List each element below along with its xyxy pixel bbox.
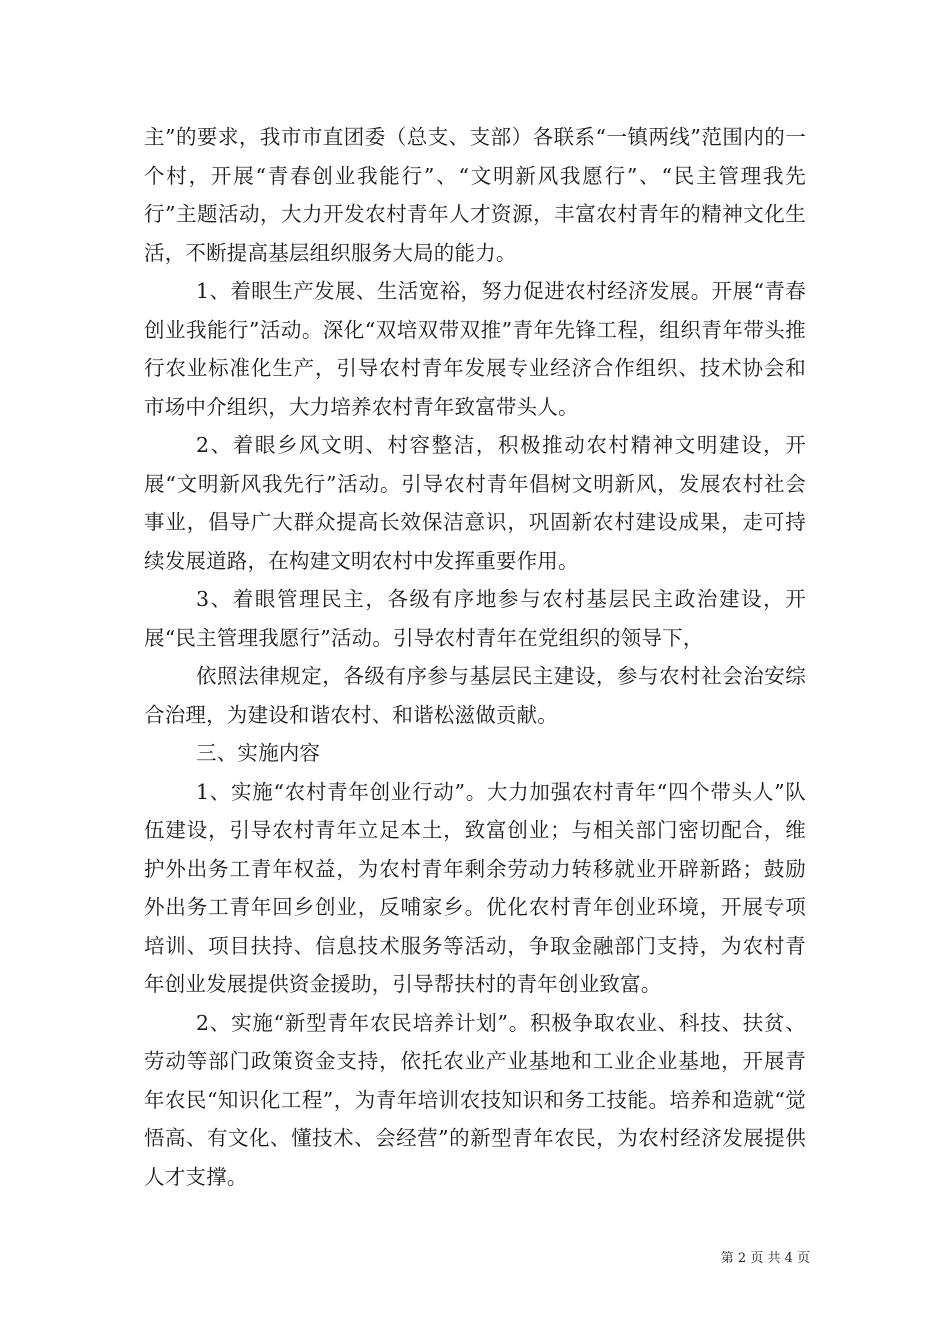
paragraph-item-1: 1、着眼生产发展、生活宽裕，努力促进农村经济发展。开展“青春创业我能行”活动。深化“双培双带双推”青年先锋工程，组织青年带头推行农业标准化生产，引导农村青年发展专业经济合作组织、技术协会和市场中介组织，大力培养农村青年致富带头人。	[144, 279, 806, 419]
page-number-footer: 第 2 页 共 4 页	[720, 1251, 810, 1266]
paragraph-implement-2: 2、实施“新型青年农民培养计划”。积极争取农业、科技、扶贫、劳动等部门政策资金支持，依托农业产业基地和工业企业基地，开展青年农民“知识化工程”，为青年培训农技知识和务工技能。培养和造就“觉悟高、有文化、懂技术、会经营”的新型青年农民，为农村经济发展提供人才支撑。	[144, 1010, 806, 1189]
paragraph-item-3: 3、着眼管理民主，各级有序地参与农村基层民主政治建设，开展“民主管理我愿行”活动。引导农村青年在党组织的领导下，	[144, 587, 806, 650]
document-body	[144, 118, 806, 1196]
paragraph-item-2: 2、着眼乡风文明、村容整洁，积极推动农村精神文明建设，开展“文明新风我先行”活动。引导农村青年倡树文明新风，发展农村社会事业，倡导广大群众提高长效保洁意识，巩固新农村建设成果，走可持续发展道路，在构建文明农村中发挥重要作用。	[144, 433, 806, 573]
paragraph-item-3-continued: 依照法律规定，各级有序参与基层民主建设，参与农村社会治安综合治理，为建设和谐农村、和谐松滋做贡献。	[144, 664, 806, 727]
paragraph-continuation: 主”的要求，我市市直团委（总支、支部）各联系“一镇两线”范围内的一个村，开展“青春创业我能行”、“文明新风我愿行”、“民主管理我先行”主题活动，大力开发农村青年人才资源，丰富农村青年的精神文化生活，不断提高基层组织服务大局的能力。	[144, 125, 806, 265]
paragraph-implement-1: 1、实施“农村青年创业行动”。大力加强农村青年“四个带头人”队伍建设，引导农村青年立足本土，致富创业；与相关部门密切配合，维护外出务工青年权益，为农村青年剩余劳动力转移就业开辟新路；鼓励外出务工青年回乡创业，反哺家乡。优化农村青年创业环境，开展专项培训、项目扶持、信息技术服务等活动，争取金融部门支持，为农村青年创业发展提供资金援助，引导帮扶村的青年创业致富。	[144, 779, 806, 996]
section-heading: 三、实施内容	[196, 741, 321, 765]
